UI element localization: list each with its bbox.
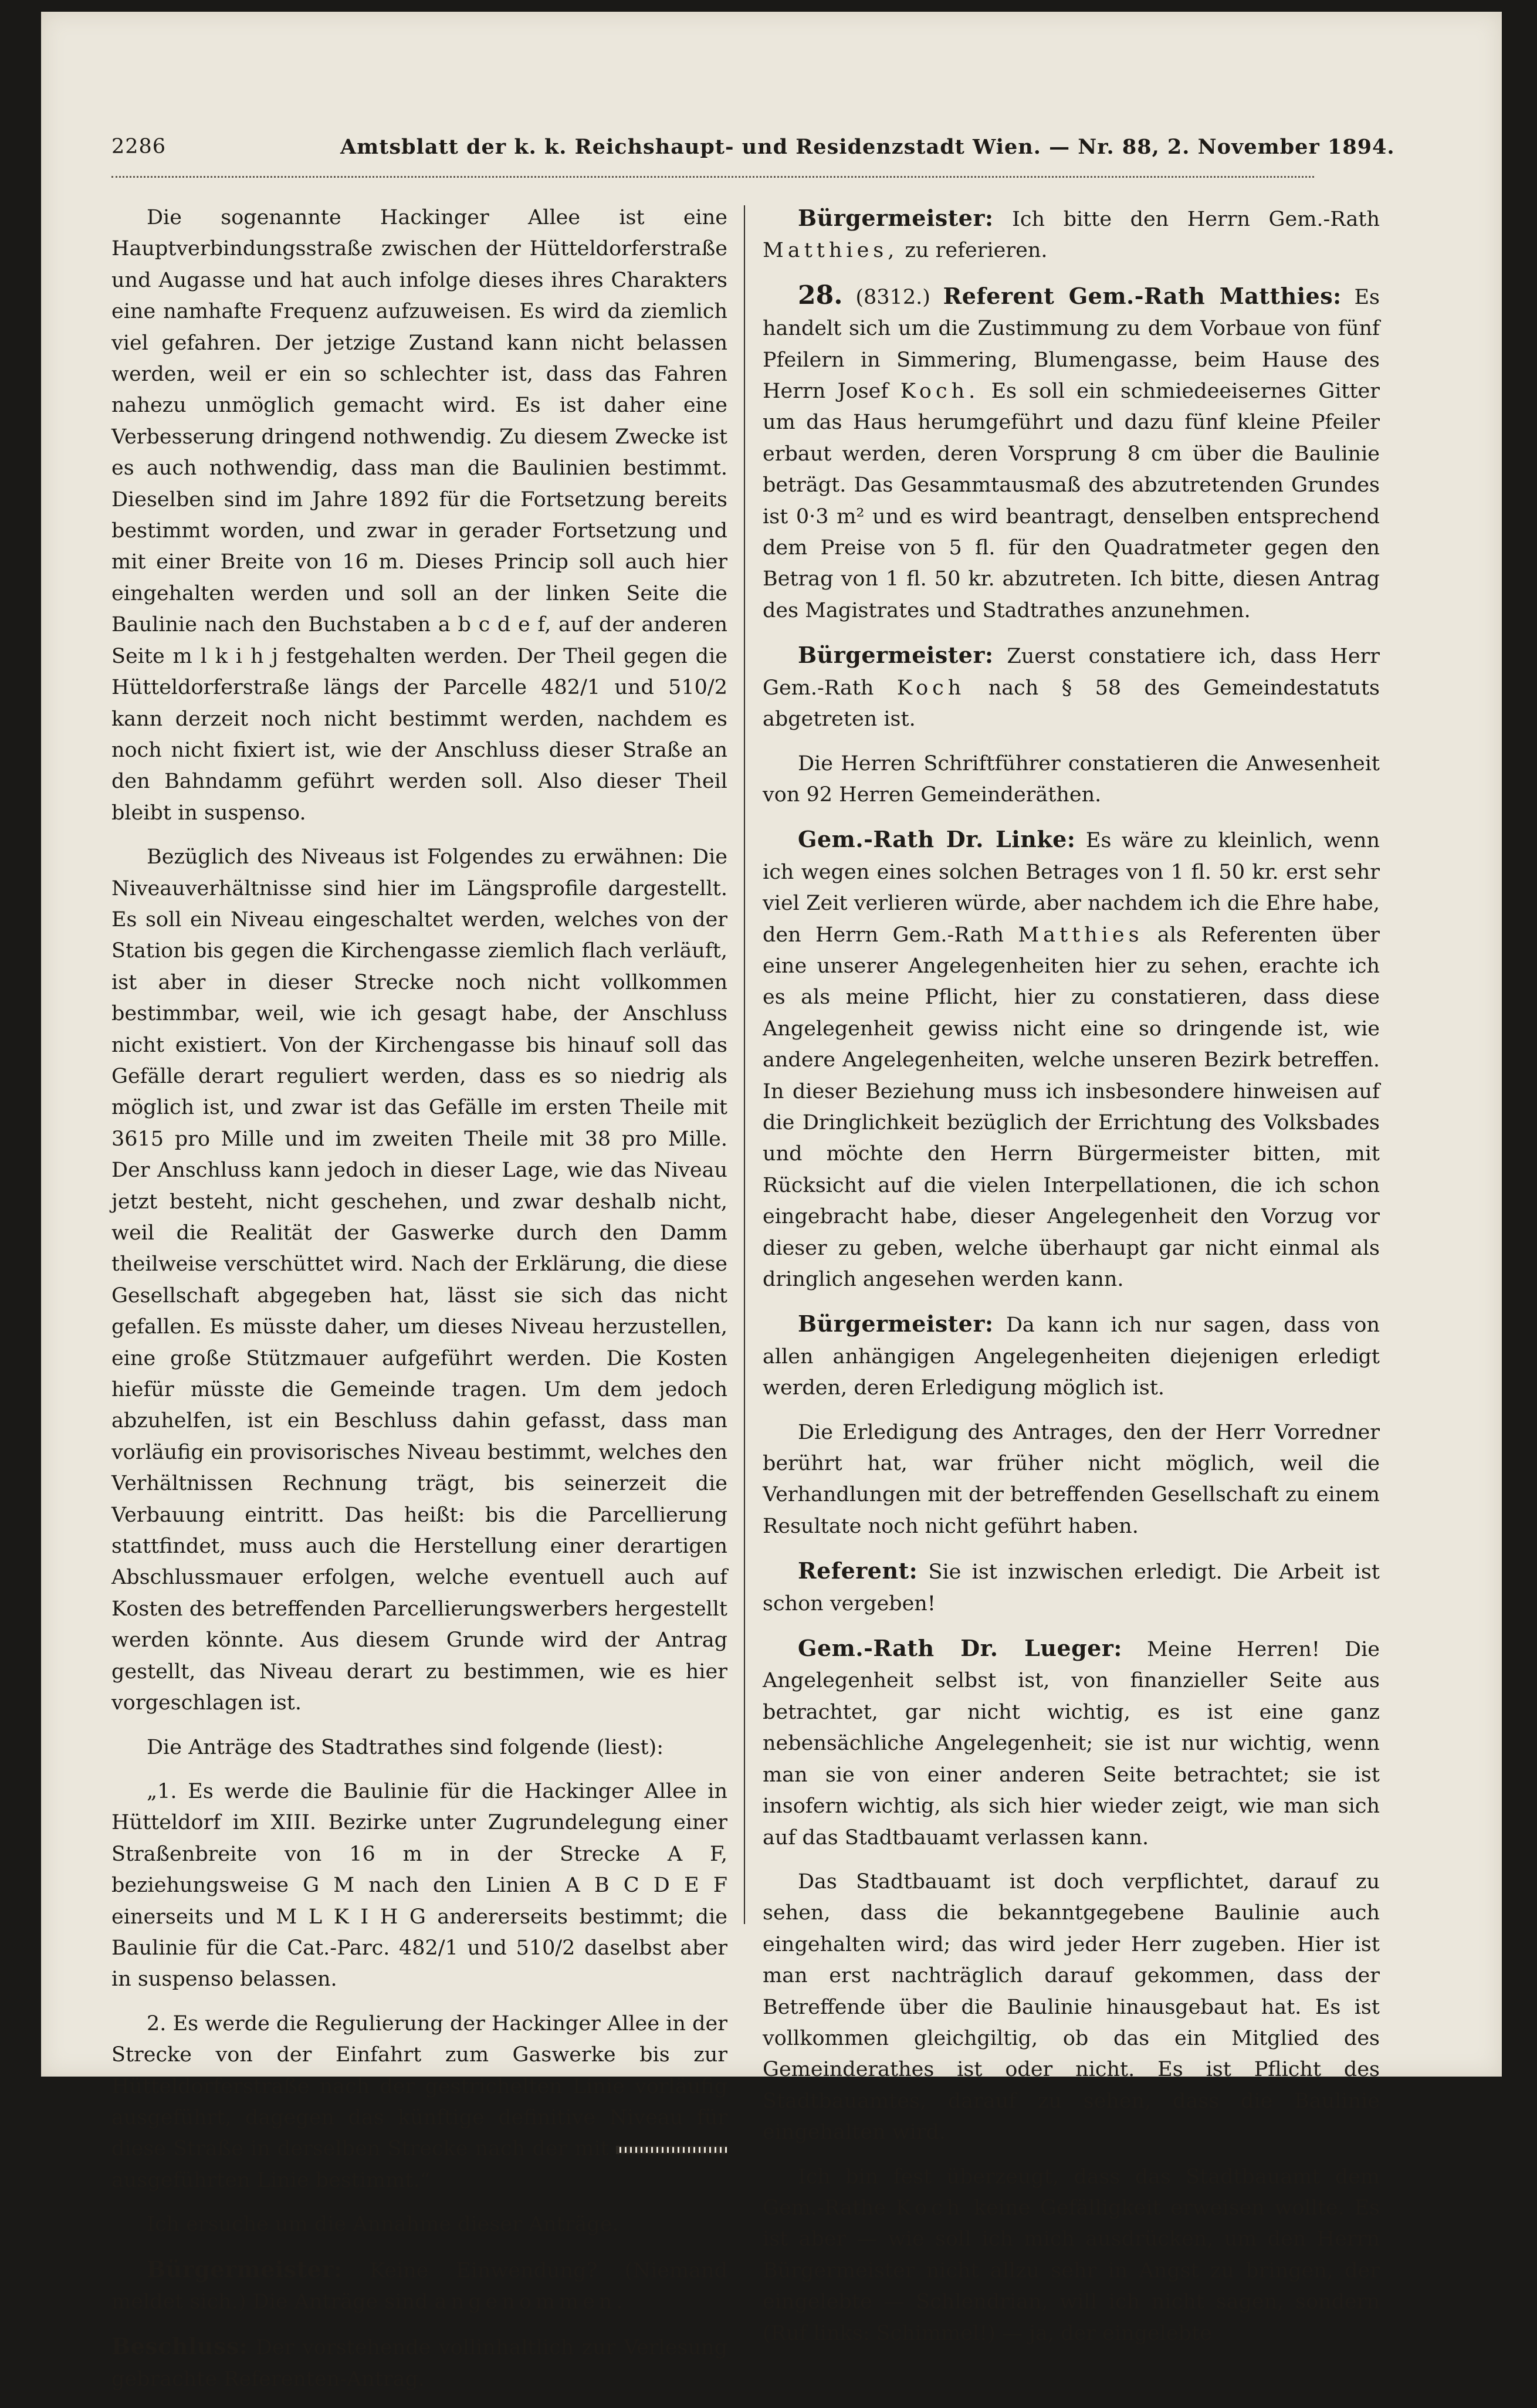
motion-2-text: 2. Es werde die Regulierung der Hackinger Allee in der Strecke von der Einfahrt zum Gaswerke bis zur Hütteldorferstraße nach der gestrichelten Linie vorläufig ausgeführt, dagegen das künftige definitive Niveau für diese Straße in derselben Strecke nach der mit [111,2011,727,2161]
paragraph: Das Stadtbauamt ist doch verpflichtet, darauf zu sehen, dass die bekanntgegebene Baulinie auch eingehalten wird; das wird jeder Herr zugeben. Hier ist man erst nachträglich darauf gekommen, dass der Betreffende über die Baulinie hinausgebaut hat. Es ist vollkommen gleichgiltig, ob das ein Mitglied des Gemeinderathes ist oder nicht. Es ist Pflicht des Stadtbauamtes, darauf zu sehen, dass die Baulinie eingehalten wird. [763,1869,1380,2145]
paragraph: Die Erledigung des Antrages, den der Herr Vorredner berührt hat, war früher nicht möglich, weil die Verhandlungen mit der betreffenden Gesellschaft zu einem Resultate noch nicht geführt haben. [763,1420,1380,1538]
speech-text: Es handelt sich um die Zustimmung zu dem Vorbaue von fünf Pfeilern in Simmering, Blumengasse, beim Hause des Herrn Josef [763,285,1380,404]
speech-text: Sie ist inzwischen erledigt. Die Arbeit ist schon vergeben! [763,1560,1380,1616]
page-number: 2286 [111,135,167,158]
speech-buergermeister [763,202,1380,267]
spaced-name: Matthies, [763,239,899,263]
paragraph: Die sogenannte Hackinger Allee ist eine Hauptverbindungsstraße zwischen der Hütteldorferstraße und Augasse und hat auch infolge dieses ihres Charakters eine namhafte Frequenz aufzuweisen. Es wird da ziemlich viel gefahren. Der jetzige Zustand kann nicht belassen werden, weil er ein so schlechter ist, dass das Fahren nahezu unmöglich gemacht wird. Es ist daher eine Verbesserung dringend nothwendig. Zu diesem Zwecke ist es auch nothwendig, dass man die Baulinien bestimmt. Dieselben sind im Jahre 1892 für die Fortsetzung bereits bestimmt worden, und zwar in gerader Fortsetzung und mit einer Breite von 16 m. Dieses Princip soll auch hier eingehalten werden und soll an der linken Seite die Baulinie nach den Buchstaben a b c d e f, auf der anderen Seite m l k i h j festgehalten werden. Der Theil gegen die Hütteldorferstraße längs der Parcelle 482/1 und 510/2 kann derzeit noch nicht bestimmt werden, nachdem es noch nicht fixiert ist, wie der Anschluss dieser Straße an den Bahndamm geführt werden soll. Also dieser Theil bleibt in suspenso. [111,206,727,825]
spaced-name: Koch [895,2196,964,2220]
speech-linke [763,824,1380,1295]
paragraph: Die Anträge des Stadtrathes sind folgende (liest): [147,1735,663,1759]
speech-referent [763,1555,1380,1620]
speech-buergermeister [763,1308,1380,1404]
speaker-label: Bürgermeister: [798,205,994,231]
speech-text: als Referenten über eine unserer Angelegenheiten hier zu sehen, erachte ich es als meine Pflicht, hier zu constatieren, dass diese Angelegenheit gewiss nicht eine so dringende ist, wie andere Angelegenheiten, welche unseren Bezirk betreffen. In dieser Beziehung muss ich insbesondere hinweisen auf die Dringlichkeit bezüglich der Errichtung des Volksbades und möchte den Herrn Bürgermeister bitten, mit Rücksicht auf die vielen Interpellationen, die ich schon eingebracht habe, dieser Angelegenheit den Vorzug vor dieser zu geben, welche überhaupt gar nicht einmal als dringlich angesehen werden kann. [763,923,1380,1291]
item-reference: (8312.) [855,285,930,309]
spaced-name: Koch. [900,380,980,404]
resolution-label: Beschluss: [111,2333,248,2360]
resolution-text: Der vorstehende vollinhaltlich zur Verlesung gebrachte Referenten-Antrag. [111,2336,727,2391]
spaced-name: Matthies [1018,923,1143,947]
double-line-symbol [616,2146,727,2154]
speech-text: Da kann ich nur sagen, dass von allen anhängigen Angelegenheiten diejenigen erledigt werden, deren Erledigung möglich ist. [763,1313,1380,1400]
speech-text: keine Gefälligkeit erweisen wollte. Es ist aber — wie soll ich mich ausdrücken, um den Herrn Bürgermeister nicht allzu sehr in Angst zu bringen, der eingelebte — Schlendrian, will ich nicht sagen, sondern (Ruf links: Schimmel!) — ja, der eingelebte [763,2196,1380,2345]
speech-buergermeister [111,2254,727,2318]
speech-text: Ich bitte den Herrn Gem.-Rath [1012,208,1380,231]
speech-buergermeister [763,639,1380,735]
item-number: 28. [798,280,843,310]
speech-text: Ich bin fest überzeugt, dass das Stadtbauamt dem Gem.-Rathe [763,2165,1380,2220]
speaker-label: Bürgermeister: [798,1310,994,1337]
agenda-item-28 [763,280,1380,626]
speech-text: zu referieren. [905,239,1048,263]
right-column [763,202,1380,2362]
paragraph: Bezüglich des Niveaus ist Folgendes zu erwähnen: Die Niveauverhältnisse sind hier im Längsprofile dargestellt. Es soll ein Niveau eingeschaltet werden, welches von der Station bis gegen die Kirchengasse ziemlich flach verläuft, ist aber in dieser Strecke noch nicht vollkommen bestimmbar, weil, wie ich gesagt habe, der Anschluss nicht existiert. Von der Kirchengasse bis hinauf soll das Gefälle derart reguliert werden, dass es so niedrig als möglich ist, und zwar ist das Gefälle im ersten Theile mit 3615 pro Mille und im zweiten Theile mit 38 pro Mille. Der Anschluss kann jedoch in dieser Lage, wie das Niveau jetzt besteht, nicht geschehen, und zwar deshalb nicht, weil die Realität der Gaswerke durch den Damm theilweise verschüttet wird. Nach der Erklärung, die diese Gesellschaft abgegeben hat, lässt sie sich das nicht gefallen. Es müsste daher, um dieses Niveau herzustellen, eine große Stützmauer aufgeführt werden. Die Kosten hiefür müsste die Gemeinde tragen. Um dem jedoch abzuhelfen, ist ein Beschluss dahin gefasst, dass man vorläufig ein provisorisches Niveau bestimmt, welches den Verhältnissen Rechnung trägt, bis seinerzeit die Verbauung eintritt. Das heißt: bis die Parcellierung stattfindet, muss auch die Herstellung einer derartigen Abschlussmauer erfolgen, welche eventuell auch auf Kosten des betreffenden Parcellierungswerbers hergestellt werden könnte. Aus diesem Grunde wird der Antrag gestellt, das Niveau derart zu bestimmen, wie es hier vorgeschlagen ist. [111,845,727,1715]
motion-2-end: ausgeführten Linie bestimmt.“ [111,2168,431,2192]
speech-text: Es soll ein schmiedeeisernes Gitter um das Haus herumgeführt und dazu fünf kleine Pfeiler erbaut werden, deren Vorsprung 8 cm über die Baulinie beträgt. Das Gesammtausmaß des abzutretenden Grundes ist 0·3 m² und es wird beantragt, denselben entsprechend dem Preise von 5 fl. für den Quadratmeter gegen den Betrag von 1 fl. 50 kr. abzutreten. Ich bitte, diesen Antrag des Magistrates und Stadtrathes anzunehmen. [763,380,1380,622]
paragraph: Die Herren Schriftführer constatieren die Anwesenheit von 92 Herren Gemeinderäthen. [763,751,1380,807]
left-column [111,202,727,2408]
motion-2 [111,2009,727,2196]
paragraph [763,2162,1380,2349]
speaker-label: Bürgermeister: [798,642,994,669]
newspaper-page [41,12,1502,2391]
speech-text: Zuerst constatiere ich, dass Herr Gem.-Rath [763,645,1380,700]
running-head: Amtsblatt der k. k. Reichshaupt- und Residenzstadt Wien. — Nr. 88, 2. November 1894. [340,135,1395,159]
speech-text: Meine Herren! Die Angelegenheit selbst ist, von finanzieller Seite aus betrachtet, gar nicht wichtig, es ist eine ganz nebensächliche Angelegenheit; sie ist nur wichtig, wenn man sie von einer anderen Seite betrachtet; sie ist insofern wichtig, als sich hier wieder zeigt, wie man sich auf das Stadtbauamt verlassen kann. [763,1638,1380,1850]
speaker-label: Gem.-Rath Dr. Lueger: [798,1635,1122,1662]
speech-lueger [763,1633,1380,1854]
speaker-label: Gem.-Rath Dr. Linke: [798,826,1076,853]
speaker-label: Bürgermeister: [147,2255,343,2282]
paragraph: Ich ersuche um die Annahme dieser Anträge. [147,2213,619,2237]
speech-text: nach § 58 des Gemeindestatuts abgetreten ist. [763,676,1380,731]
header-rule [111,176,1314,185]
speaker-label: Referent Gem.-Rath Matthies: [943,282,1342,309]
speaker-label: Referent: [798,1557,918,1584]
spaced-name: Koch [896,676,966,700]
spaced-word: angenommen. [434,2290,627,2314]
speech-text: Keine Einwendung? (Niemand meldet sich.) Die Anträge sind [111,2258,727,2314]
page-header [111,135,1395,170]
speech-text: Es wäre zu kleinlich, wenn ich wegen eines solchen Betrages von 1 fl. 50 kr. erst sehr viel Zeit verlieren würde, aber nachdem ich die Ehre habe, den Herrn Gem.-Rath [763,829,1380,947]
resolution [111,2331,727,2395]
column-divider [744,205,745,1924]
motion-1: „1. Es werde die Baulinie für die Hackinger Allee in Hütteldorf im XIII. Bezirke unter Zugrundelegung einer Straßenbreite von 16 m in der Strecke A F, beziehungsweise G M nach den Linien A B C D E F einerseits und M L K I H G andererseits bestimmt; die Baulinie für die Cat.-Parc. 482/1 und 510/2 daselbst aber in suspenso belassen. [111,1779,727,1992]
